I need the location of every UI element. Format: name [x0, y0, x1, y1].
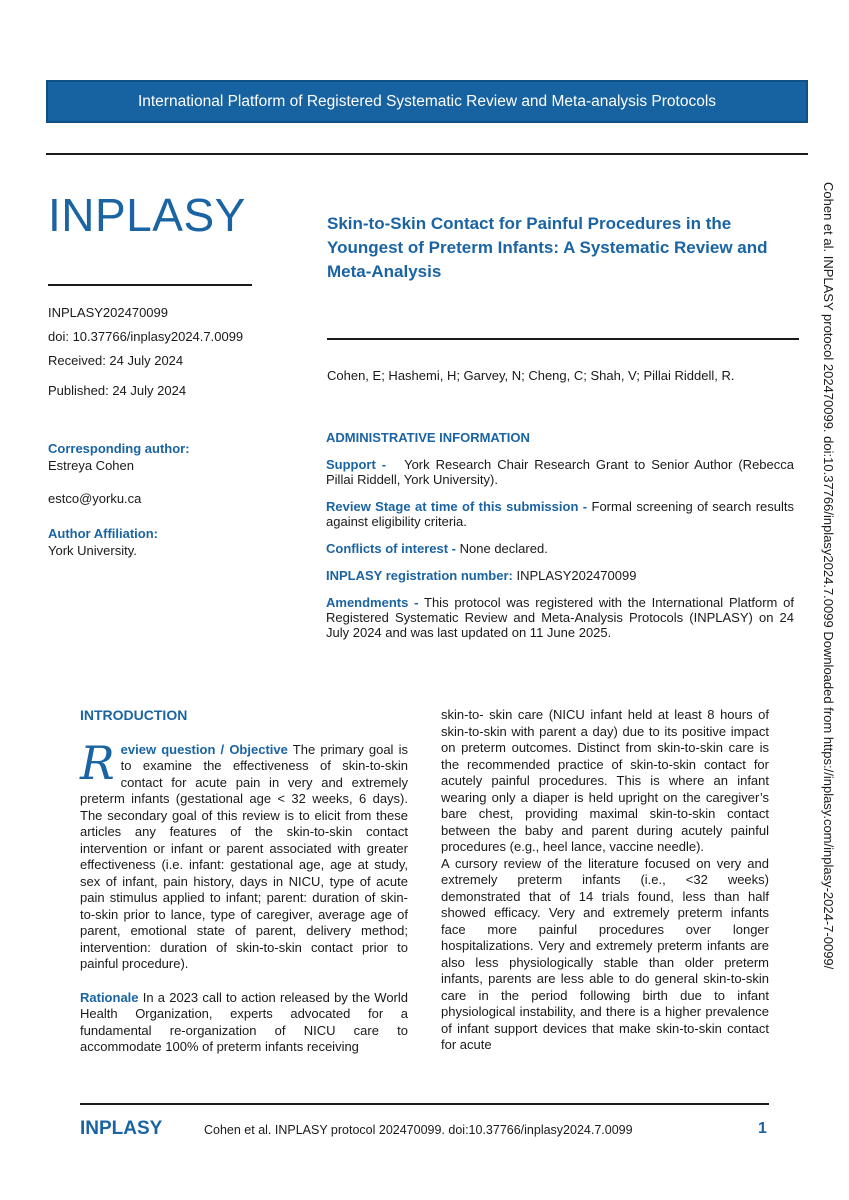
amendments-text: This protocol was registered with the International Platform of Registered Systematic Review and Meta-Analysis Protocols (INPLASY) on 24 July 2024 and was last updated on 11 June 2025.	[326, 595, 794, 640]
corresponding-author-email[interactable]: estco@yorku.ca	[48, 491, 142, 506]
amendments-label: Amendments -	[326, 595, 419, 610]
objective-text: The primary goal is to examine the effectiveness of skin-to-skin contact for acute pain in very and extremely preterm infants (gestational age < 32 weeks, 6 days). The secondary goal of this review is to elicit from these articles any features of the skin-to-skin contact intervention or infant or parent associated with greater effectiveness (i.e. infant: gestational age, age at study, sex of infant, pain history, days in NICU, type of acute pain stimulus applied to infant; parent: duration of skin-to-skin prior to lance, type of caregiver, average age of parent, emotional state of parent, delivery method; intervention: duration of skin-to-skin contact prior to painful procedure).	[80, 741, 408, 971]
introduction-column	[80, 707, 408, 1073]
amendments-item	[326, 595, 794, 640]
corresponding-author-name: Estreya Cohen	[48, 458, 134, 473]
registration-number-text: INPLASY202470099	[516, 568, 637, 583]
received-date: Received: 24 July 2024	[48, 353, 184, 368]
registration-number-label: INPLASY registration number:	[326, 568, 513, 583]
conflicts-text: None declared.	[459, 541, 548, 556]
rationale-label: Rationale	[80, 989, 139, 1005]
body-right-column	[441, 707, 769, 1054]
review-stage-label: Review Stage at time of this submission -	[326, 499, 588, 514]
objective-paragraph	[80, 735, 408, 973]
top-rule	[46, 153, 808, 155]
objective-label: eview question / Objective	[120, 741, 288, 757]
published-date: Published: 24 July 2024	[48, 383, 187, 398]
author-affiliation-value: York University.	[48, 543, 137, 558]
corresponding-author-label: Corresponding author:	[48, 441, 190, 456]
header-banner: International Platform of Registered Systematic Review and Meta-analysis Protocols	[46, 80, 808, 123]
doi-text[interactable]: doi: 10.37766/inplasy2024.7.0099	[48, 329, 244, 344]
author-list: Cohen, E; Hashemi, H; Garvey, N; Cheng, C; Shah, V; Pillai Riddell, R.	[327, 368, 735, 383]
footer-citation: Cohen et al. INPLASY protocol 202470099. doi:10.37766/inplasy2024.7.0099	[204, 1123, 633, 1137]
review-stage-text: Formal screening of search results against eligibility criteria.	[326, 499, 794, 529]
conflicts-label: Conflicts of interest -	[326, 541, 457, 556]
drop-cap: R	[80, 735, 115, 790]
brand-underline	[48, 284, 252, 286]
page-number: 1	[758, 1120, 767, 1137]
inplasy-logo: INPLASY	[48, 189, 246, 241]
title-rule	[327, 338, 799, 340]
review-stage-item	[326, 499, 794, 529]
support-text: York Research Chair Research Grant to Senior Author (Rebecca Pillai Riddell, York University).	[326, 457, 794, 487]
conflicts-item	[326, 541, 794, 556]
author-affiliation-label: Author Affiliation:	[48, 526, 158, 541]
vertical-download-note: Cohen et al. INPLASY protocol 202470099. doi:10.37766/inplasy2024.7.0099 Downloaded from https://inplasy.com/inplasy-2024-7-0099/	[821, 182, 836, 970]
body-paragraph-1: skin-to- skin care (NICU infant held at least 8 hours of skin-to-skin with parent a day) due to its positive impact on preterm outcomes. Distinct from skin-to-skin care is the recommended practice of skin-to-skin contact for acutely painful procedures. This is where an infant wearing only a diaper is held upright on the caregiver’s bare chest, providing maximal skin-to-skin contact between the baby and parent during acutely painful procedures (e.g., heel lance, vaccine needle).	[441, 707, 769, 854]
registration-id: INPLASY202470099	[48, 305, 168, 320]
admin-heading: ADMINISTRATIVE INFORMATION	[326, 430, 530, 445]
footer-brand: INPLASY	[80, 1118, 163, 1139]
introduction-heading: INTRODUCTION	[80, 707, 188, 723]
rationale-text: In a 2023 call to action released by the World Health Organization, experts advocated for a fundamental re-organization of NICU care to accommodate 100% of preterm infants receiving	[80, 989, 408, 1054]
support-label: Support -	[326, 457, 387, 472]
administrative-information	[326, 430, 794, 652]
support-item	[326, 457, 794, 487]
rationale-paragraph	[80, 990, 408, 1056]
article-title: Skin-to-Skin Contact for Painful Procedures in the Youngest of Preterm Infants: A Systematic Review and Meta-Analysis	[327, 214, 768, 281]
footer-rule	[80, 1103, 769, 1105]
registration-number-item	[326, 568, 794, 583]
body-paragraph-2: A cursory review of the literature focused on very and extremely preterm infants (i.e., <32 weeks) demonstrated that of 14 trials found, less than half showed efficacy. Very and extremely preterm infants face more painful procedures over longer hospitalizations. Very and extremely preterm infants are also less physiologically stable than older preterm infants, parents are less able to do general skin-to-skin care in the period following birth due to infant physiological instability, and there is a higher prevalence of infant support devices that make skin-to-skin contact for acute	[441, 855, 769, 1052]
